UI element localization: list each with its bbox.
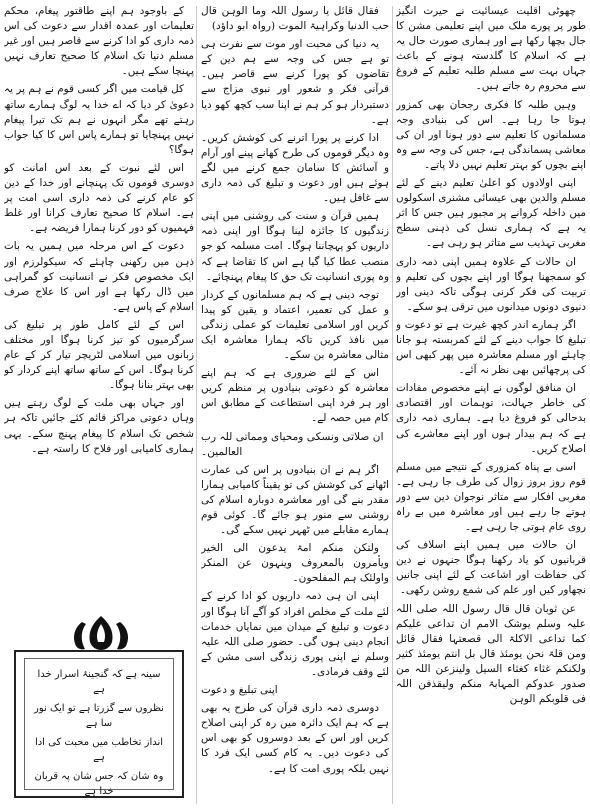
paragraph: ان حالات میں ہمیں اپنے اسلاف کی قربانیوں کو یاد رکھنا ہوگا جنہوں نے دین کی حفاظت اور اشاعت کے لئے اپنی جانیں نچھاور کیں اور علم کی شمع روشن رکھی۔ (396, 539, 586, 597)
text-column-right (396, 4, 586, 807)
paragraph: یہ دنیا کی محبت اور موت سے نفرت ہی تو ہے جس کی وجہ سے ہم دین کے تقاضوں کو پورا کرنے سے قاصر ہیں۔ قرآنی فکر و شعور اور نبوی مزاج سے دستبردار ہو کر ہم نے اپنا سب کچھ کھو دیا ہے۔ (201, 38, 389, 126)
paragraph: اس لئے نبوت کے بعد اس امانت کو دوسری قوموں تک پہنچانے اور خدا کے دین کو عام کرنے کی ذمہ داری اسی امت پر ہے۔ اسلام کا صحیح تعارف کرانا اور غلط فہمیوں کو دور کرنا ہمارا فریضہ ہے۔ (4, 161, 194, 235)
poem-line: نظروں سے گزرتا ہے تو ایک نور سا ہے (34, 703, 164, 729)
paragraph: ہمیں قرآن و سنت کی روشنی میں اپنی زندگیوں کا جائزہ لینا ہوگا اور اپنی ذمہ داریوں کو پہچاننا ہوگا۔ امت مسلمہ کو جو منصب عطا کیا گیا ہے اس کا تقاضا ہے کہ وہ پوری انسانیت تک حق کا پیغام پہنچائے۔ (201, 210, 389, 283)
paragraph: وہیں طلبہ کا فکری رجحان بھی کمزور ہوتا جا رہا ہے۔ اس کی بنیادی وجہ مسلمانوں کا تعلیم سے دور ہونا اور ان کی معاشی پسماندگی ہے، جس کی وجہ سے وہ اپنے بچوں کو بہتر تعلیم نہیں دلا پاتے۔ (396, 98, 586, 171)
paragraph: اپنی ان ہی ذمہ داریوں کو ادا کرنے کے لئے ملت کے مخلص افراد کو آگے آنا ہوگا اور دعوت و تبلیغ کے میدان میں نمایاں خدمات انجام دینی ہوں گی۔ حضور صلی اللہ علیہ وسلم نے اپنی پوری زندگی اسی مشن کے لئے وقف فرمادی۔ (201, 590, 389, 678)
paragraph: دوسری ذمہ داری قرآن کی طرح یہ بھی ہے کہ ہم ایک دائرہ میں رہ کر اپنی اصلاح کریں اور اس کے بعد دوسروں کو بھی اس کی دعوت دیں۔ یہ کام کسی ایک فرد کا نہیں بلکہ پوری امت کا ہے۔ (201, 702, 389, 775)
paragraph: اپنی تبلیغ و دعوت (201, 684, 278, 697)
paragraph: دعوت کے اس مرحلہ میں ہمیں یہ بات ذہن میں رکھنی چاہئے کہ سیکولرزم اور ایک مخصوص فکر نے انسانیت کو گمراہی میں ڈال رکھا ہے اور اس کا علاج صرف اسلام کے پاس ہے۔ (4, 240, 194, 313)
paragraph: ان منافق لوگوں نے اپنے مخصوص مفادات کی خاطر جہالت، توہمات اور اقتصادی بدحالی کو فروغ دیا ہے۔ ہماری ذمہ داری ہے کہ ہم بیدار ہوں اور اپنے معاشرے کی اصلاح کریں۔ (396, 382, 586, 455)
paragraph: اور جہاں بھی ملت کے لوگ رہتے ہیں وہاں دعوتی مراکز قائم کئے جائیں تاکہ ہر شخص تک اسلام کا پیغام پہنچ سکے۔ یہی ہماری کامیابی اور فلاح کا راستہ ہے۔ (4, 397, 194, 455)
paragraph: اپنی اولادوں کو اعلیٰ تعلیم دینے کے لئے مسلم والدین بھی عیسائی مشنری اسکولوں میں داخلہ کروانے پر مجبور ہیں جس کا اثر یہ ہے کہ ہماری نسل کی ذہنی سطح مغربی تہذیب سے متاثر ہو رہی ہے۔ (396, 177, 586, 250)
paragraph: کے باوجود ہم اپنے طاقتور پیغام، محکم تعلیمات اور عمدہ اقدار سے دعوت کی اس ذمہ داری کو ادا کرنے سے قاصر ہیں اور غیر مسلم دنیا تک اسلام کا صحیح تعارف نہیں پہنچا سکے ہیں۔ (4, 5, 194, 78)
poem-line: سینہ ہے کہ گنجینۂ اسرار خدا ہے (37, 669, 161, 695)
paragraph: توجہ دینی ہے کہ ہم مسلمانوں کے کردار و عمل کی تعمیر، اعتماد و یقین کو پیدا کریں اور اسلامی تعلیمات کو عملی زندگی میں نافذ کریں تاکہ ہمارا معاشرہ ایک مثالی معاشرہ بن سکے۔ (201, 288, 389, 362)
ornament-icon (30, 614, 172, 652)
paragraph: اس کے لئے کامل طور پر تبلیغ کی سرگرمیوں کو تیز کرنا ہوگا اور مختلف زبانوں میں اسلامی لٹریچر تیار کر کے عام کرنا ہوگا۔ اس کے ساتھ ساتھ اپنے کردار کو بھی بہتر بنانا ہوگا۔ (4, 318, 194, 392)
poem-inner-frame (24, 658, 174, 797)
paragraph: اگر ہم نے ان بنیادوں پر اس کی عمارت اٹھانے کی کوشش کی تو یقیناً کامیابی ہمارا مقدر بنے گی اور معاشرہ دوبارہ اسلام کی روشنی سے منور ہو جائے گا۔ کوئی قوم ہمارے مقابلے میں ٹھہر نہیں سکے گی۔ (201, 463, 389, 537)
poem-box (14, 650, 184, 798)
paragraph: اس کے لئے ضروری ہے کہ ہم اپنے معاشرہ کو دعوتی بنیادوں پر منظم کریں اور ہر فرد اپنی استطاعت کے مطابق اس کام میں حصہ لے۔ (201, 367, 389, 425)
paragraph: ان حالات کے علاوہ ہمیں اپنی ذمہ داری کو سمجھنا ہوگا اور اپنے بچوں کی تعلیم و تربیت کی فکر کرنی ہوگی تاکہ دینی اور دنیوی دونوں میدانوں میں ترقی ہو سکے۔ (396, 255, 586, 313)
paragraph: ادا کرنے پر پورا اترنے کی کوشش کریں۔ وہ دیگر قوموں کی طرح کھانے پینے اور آرام و آسائش کا سامان جمع کرنے میں لگے ہوئے ہیں اور دعوت و تبلیغ کی ذمہ داری سے غافل ہیں۔ (201, 131, 389, 205)
quran-verse: ان صلاتی ونسکی ومحیای ومماتی للہ رب العالمین۔ (201, 430, 384, 458)
quran-verse: ولتکن منکم امۃ یدعون الی الخیر ویأمرون بالمعروف وینہون عن المنکر واولئک ہم المفلحون۔ (201, 542, 389, 585)
poem-line: وہ شان کہ جس شان پہ قربان خدا ہے (34, 771, 164, 797)
text-column-middle (201, 4, 389, 807)
hadith-quote: عن ثوبان قال قال رسول اللہ صلی اللہ علیہ وسلم یوشک الامم ان تداعی علیکم کما تداعی الاکلۃ الی قصعتہا فقال قائل ومن قلۃ نحن یومئذ قال بل انتم یومئذ کثیر ولکنکم غثاء کغثاء السیل ولینزعن اللہ من صدور عدوکم المہابۃ منکم ولیقذفن اللہ فی قلوبکم الوہن (396, 602, 586, 706)
hadith-quote: فقال قائل یا رسول اللہ وما الوہن قال حب الدنیا وکراہیۃ الموت (رواہ ابو داؤد) (201, 5, 389, 33)
paragraph: اگر ہمارے اندر کچھ غیرت ہے تو دعوت و تبلیغ کا جواب دینے کے لئے کمربستہ ہو جانا چاہئے اور مسلم معاشرہ میں پھر کبھی اس کی پرچھائیں بھی نظر نہ آئے۔ (396, 318, 586, 377)
poem-line: انداز تخاطب میں محبت کی ادا ہے (34, 737, 164, 763)
text-column-left (4, 4, 194, 600)
paragraph: چھوٹی اقلیت عیسائیت نے حیرت انگیز طور پر پورے ملک میں اپنے تعلیمی مشن کا جال بچھا رکھا ہے اور ہماری صورت حال یہ ہے کہ اسلام کا گلدستہ ہونے کے باعث جہاں بہت سے مسلم طلبہ تعلیم کے فروغ سے محروم رہ جاتے ہیں۔ (396, 5, 586, 93)
column-divider (196, 6, 197, 804)
column-divider (392, 6, 393, 804)
paragraph: اسی بے پناہ کمزوری کے نتیجے میں مسلم قوم روز بروز زوال کی طرف جا رہی ہے۔ مغربی افکار سے متاثر نوجوان دین سے دور ہوتے جا رہے ہیں اور معاشرہ میں بے راہ روی عام ہوتی جا رہی ہے۔ (396, 460, 586, 534)
paragraph: کل قیامت میں اگر کسی قوم نے ہم پر یہ دعویٰ کر دیا کہ اے خدا یہ لوگ ہمارے ساتھ رہتے تھے مگر انہوں نے ہم تک تیرا پیغام نہیں پہنچایا تو ہمارے پاس اس کا کیا جواب ہوگا؟ (4, 83, 194, 156)
